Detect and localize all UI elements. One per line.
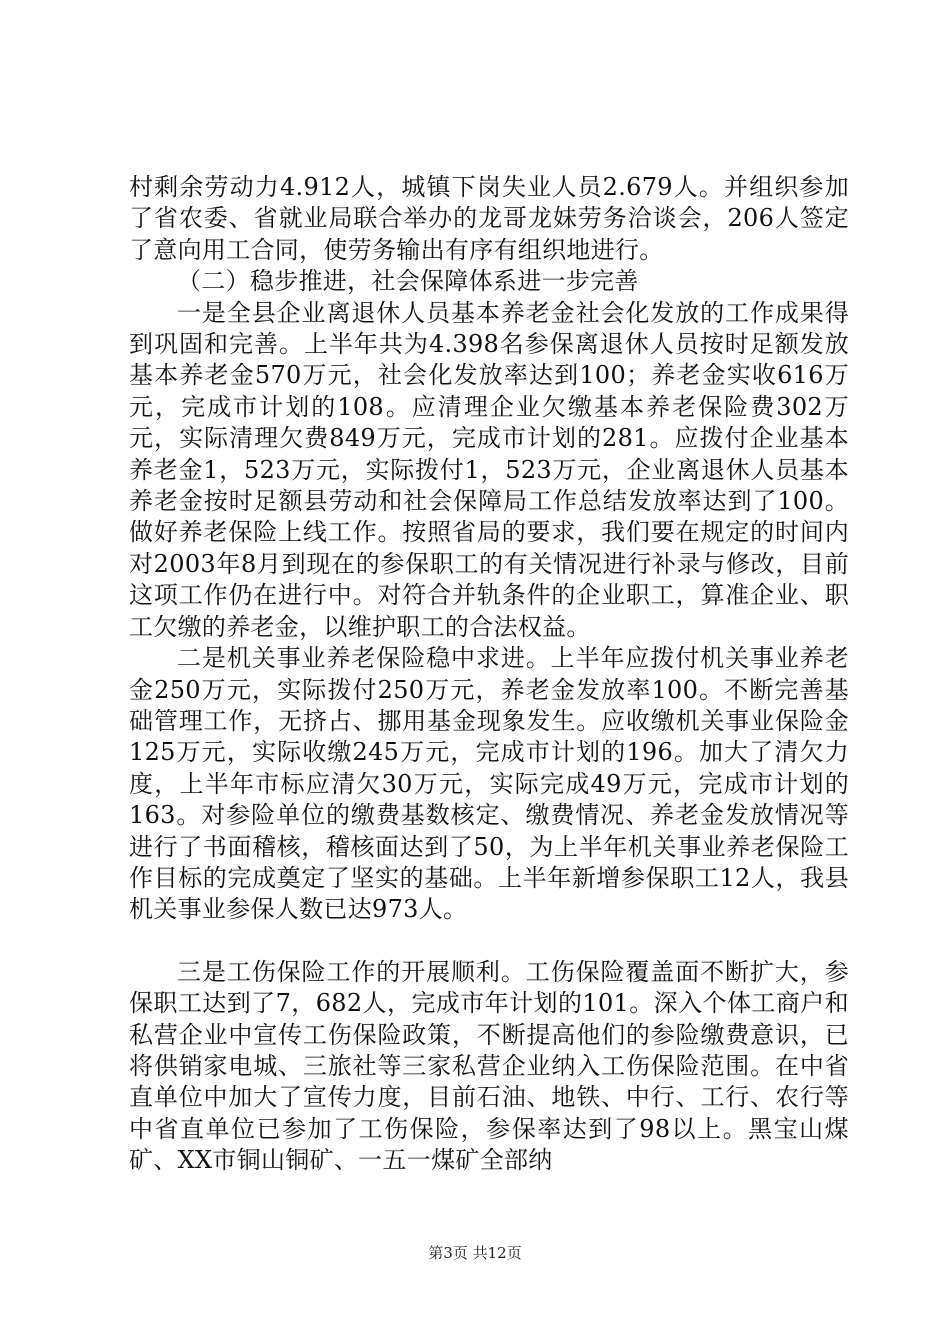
section-heading-social-security: （二）稳步推进，社会保障体系进一步完善 bbox=[177, 267, 639, 296]
paragraph-work-injury-insurance: 三是工伤保险工作的开展顺利。工伤保险覆盖面不断扩大，参保职工达到了7，682人，完成市年计划的101。深入个体工商户和私营企业中宣传工伤保险政策，不断提高他们的参险缴费意识，已将供销家电城、三旅社等三家私营企业纳入工伤保险范围。在中省直单位中加大了宣传力度，目前石油、地铁、中行、工行、农行等中省直单位已参加了工伤保险，参保率达到了98以上。黑宝山煤矿、XX市铜山铜矿、一五一煤矿全部纳 bbox=[129, 957, 849, 1175]
paragraph-spacer bbox=[129, 926, 849, 957]
document-body bbox=[129, 172, 849, 1177]
paragraph-institution-pension: 二是机关事业养老保险稳中求进。上半年应拨付机关事业养老金250万元，实际拨付250万元，养老金发放率100。不断完善基础管理工作，无挤占、挪用基金现象发生。应收缴机关事业保险金125万元，实际收缴245万元，完成市计划的196。加大了清欠力度，上半年市标应清欠30万元，实际完成49万元，完成市计划的163。对参险单位的缴费基数核定、缴费情况、养老金发放情况等进行了书面稽核，稽核面达到了50，为上半年机关事业养老保险工作目标的完成奠定了坚实的基础。上半年新增参保职工12人，我县机关事业参保人数已达973人。 bbox=[129, 644, 849, 924]
page-number-footer: 第3页 共12页 bbox=[428, 1244, 522, 1262]
paragraph-enterprise-pension: 一是全县企业离退休人员基本养老金社会化发放的工作成果得到巩固和完善。上半年共为4.398名参保离退休人员按时足额发放基本养老金570万元，社会化发放率达到100；养老金实收616万元，完成市计划的108。应清理企业欠缴基本养老保险费302万元，实际清理欠费849万元，完成市计划的281。应拨付企业基本养老金1，523万元，实际拨付1，523万元，企业离退休人员基本养老金按时足额县劳动和社会保障局工作总结发放率达到了100。做好养老保险上线工作。按照省局的要求，我们要在规定的时间内对2003年8月到现在的参保职工的有关情况进行补录与修改，目前这项工作仍在进行中。对符合并轨条件的企业职工，算准企业、职工欠缴的养老金，以维护职工的合法权益。 bbox=[129, 298, 849, 641]
paragraph-labor-export: 村剩余劳动力4.912人，城镇下岗失业人员2.679人。并组织参加了省农委、省就业局联合举办的龙哥龙妹劳务洽谈会，206人签定了意向用工合同，使劳务输出有序有组织地进行。 bbox=[129, 173, 849, 264]
